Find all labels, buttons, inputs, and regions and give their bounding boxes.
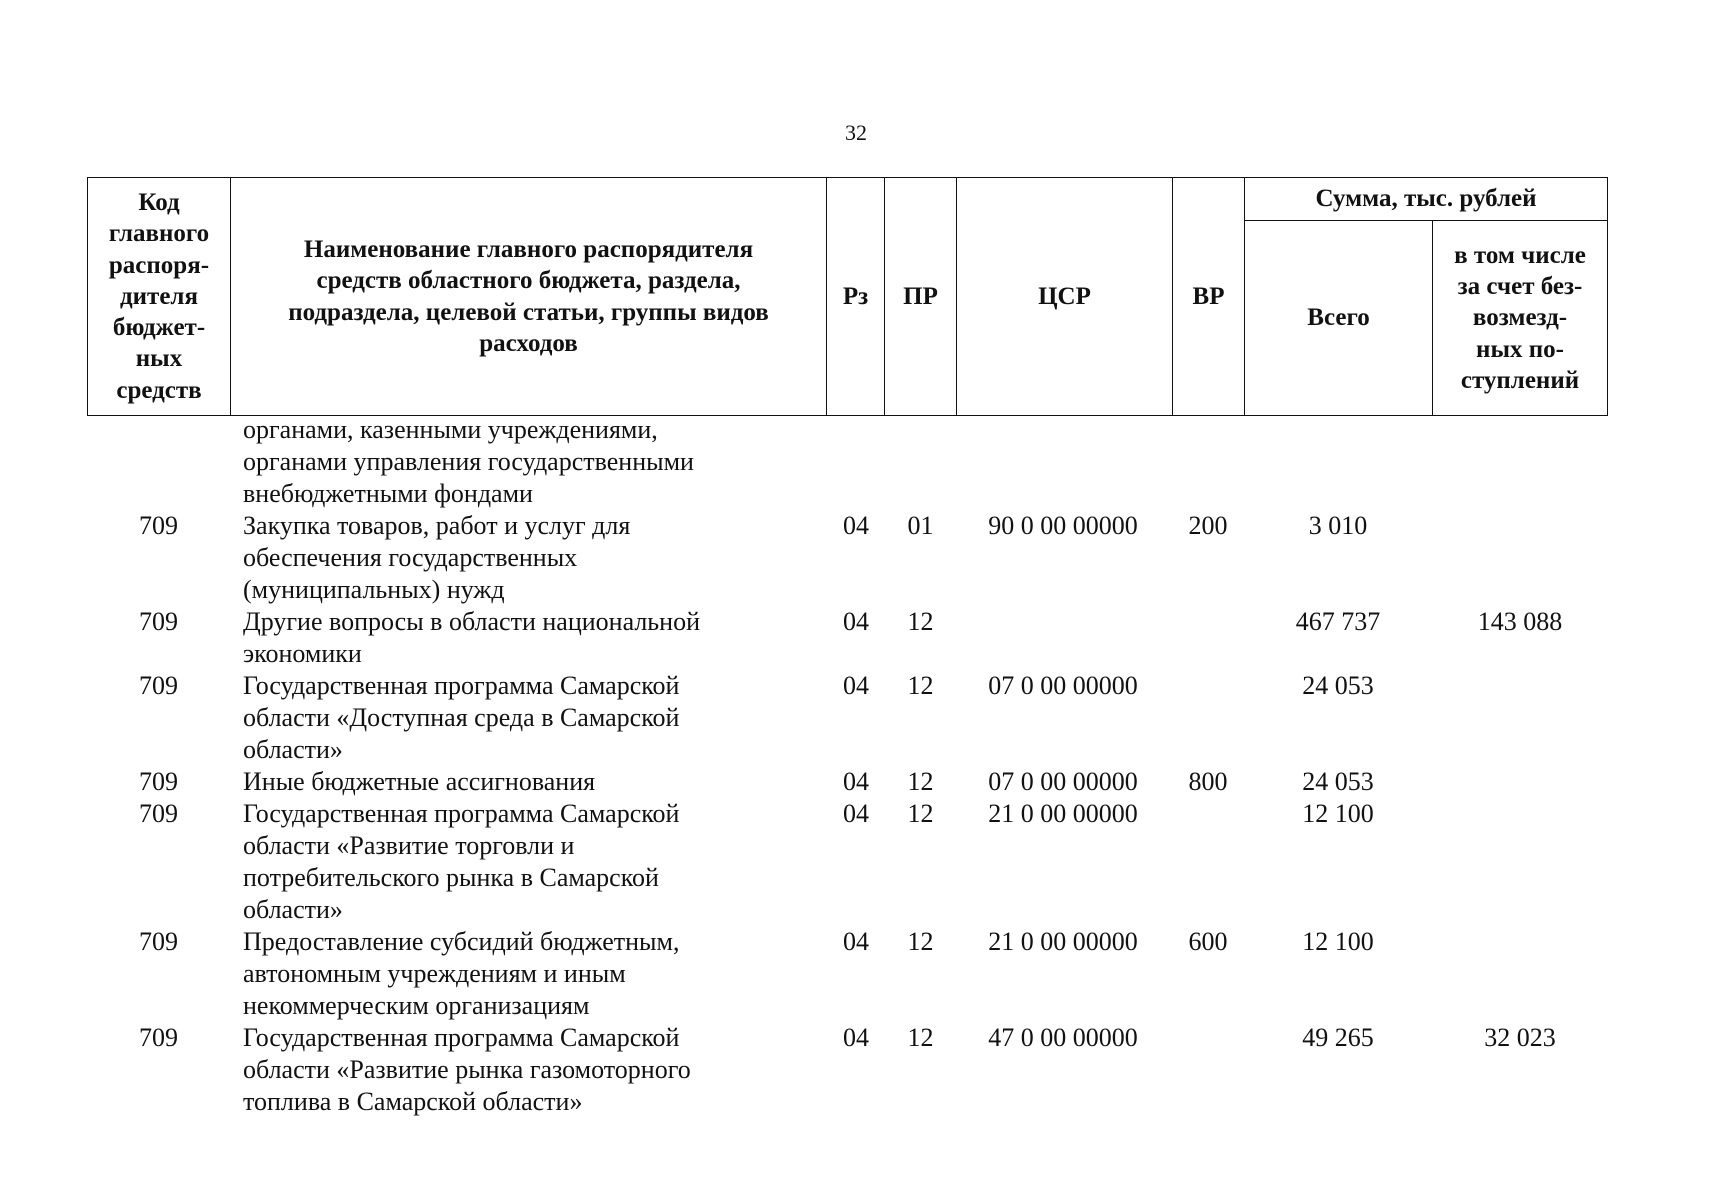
cell-total: 467 737 [1295,607,1381,636]
table-row [87,670,1607,766]
table-row [87,414,1607,510]
name-line: некоммерческим организациям [243,991,590,1020]
name-line: Другие вопросы в области национальной [243,607,700,636]
cell-pr: 01 [907,511,934,540]
cell-pr: 12 [907,767,934,796]
header-vr: ВР [1173,178,1245,416]
name-line: внебюджетными фондами [243,479,533,508]
header-line: дителя [120,282,198,310]
cell-name [243,926,703,1022]
name-line: Государственная программа Самарской [243,671,680,700]
cell-name [243,798,703,926]
cell-csr: 21 0 00 00000 [988,799,1138,828]
cell-total: 12 100 [1302,799,1374,828]
table-row [87,606,1607,670]
cell-csr: 90 0 00 00000 [988,511,1138,540]
page-number: 32 [845,120,867,145]
name-line: Закупка товаров, работ и услуг для [243,511,631,540]
header-line: подраздела, целевой статьи, группы видов [288,298,769,326]
cell-rz: 04 [843,1023,869,1052]
cell-pr: 12 [907,927,934,956]
cell-free: 143 088 [1477,607,1563,636]
name-line: Иные бюджетные ассигнования [243,767,596,796]
cell-pr: 12 [907,1023,934,1052]
cell-vr: 600 [1188,927,1228,956]
cell-total: 24 053 [1302,767,1374,796]
table-row [87,766,1607,798]
header-line: Код [138,189,180,217]
header-total: Всего [1245,221,1433,416]
header-line: главного [108,220,210,248]
name-line: автономным учреждениям и иным [243,959,626,988]
table-header [87,177,1608,416]
cell-code: 709 [139,767,178,796]
name-line: области» [243,735,343,764]
name-line: области» [243,895,343,924]
cell-total: 49 265 [1302,1023,1374,1052]
cell-name [243,510,703,606]
cell-rz: 04 [843,607,869,636]
cell-total: 24 053 [1302,671,1374,700]
cell-csr: 07 0 00 00000 [988,767,1138,796]
header-line: расходов [479,329,578,357]
name-line: Государственная программа Самарской [243,1023,680,1052]
name-line: топлива в Самарской области» [243,1087,583,1116]
cell-rz: 04 [843,799,869,828]
name-line: области «Развитие рынка газомоторного [243,1055,691,1084]
cell-name [243,414,703,510]
cell-code: 709 [139,799,178,828]
table-row [87,1022,1607,1118]
name-line: обеспечения государственных [243,543,578,572]
header-csr: ЦСР [957,178,1173,416]
cell-rz: 04 [843,511,869,540]
cell-name [243,670,703,766]
header-line: бюджет- [112,314,206,342]
header-line: распоря- [108,251,210,279]
cell-code: 709 [139,1023,178,1052]
cell-name [243,766,703,798]
cell-vr: 200 [1188,511,1228,540]
cell-pr: 12 [907,799,934,828]
header-line: ных по- [1476,335,1564,363]
header-line: возмезд- [1472,304,1568,332]
cell-rz: 04 [843,927,869,956]
table-body [87,414,1607,1118]
name-line: органами, казенными учреждениями, [243,415,658,444]
cell-name [243,1022,703,1118]
header-line: средств областного бюджета, раздела, [316,267,741,295]
table-row [87,926,1607,1022]
cell-code: 709 [139,671,178,700]
header-line: ступлений [1460,366,1580,394]
cell-rz: 04 [843,671,869,700]
name-line: области «Развитие торговли и [243,831,575,860]
name-line: Предоставление субсидий бюджетным, [243,927,680,956]
header-line: средств [116,376,202,404]
name-line: Государственная программа Самарской [243,799,680,828]
name-line: (муниципальных) нужд [243,575,505,604]
cell-vr: 800 [1188,767,1228,796]
header-pr: ПР [885,178,957,416]
cell-pr: 12 [907,671,934,700]
cell-free: 32 023 [1484,1023,1556,1052]
header-line: за счет без- [1457,273,1583,301]
cell-pr: 12 [907,607,934,636]
table-row [87,510,1607,606]
cell-code: 709 [139,607,178,636]
header-line: в том числе [1454,241,1586,269]
cell-csr: 47 0 00 00000 [988,1023,1138,1052]
header-line: ных [135,345,183,373]
name-line: экономики [243,639,362,668]
header-code [88,178,231,416]
table-row [87,798,1607,926]
cell-rz: 04 [843,767,869,796]
cell-code: 709 [139,927,178,956]
cell-total: 3 010 [1308,511,1368,540]
cell-code: 709 [139,511,178,540]
cell-csr: 07 0 00 00000 [988,671,1138,700]
cell-name [243,606,703,670]
header-rz: Рз [827,178,885,416]
name-line: потребительского рынка в Самарской [243,863,659,892]
name-line: органами управления государственными [243,447,694,476]
header-sum-group: Сумма, тыс. рублей [1245,178,1608,221]
cell-csr: 21 0 00 00000 [988,927,1138,956]
header-name [231,178,827,416]
header-line: Наименование главного распорядителя [303,236,754,263]
header-free [1433,221,1608,416]
cell-total: 12 100 [1302,927,1374,956]
name-line: области «Доступная среда в Самарской [243,703,680,732]
